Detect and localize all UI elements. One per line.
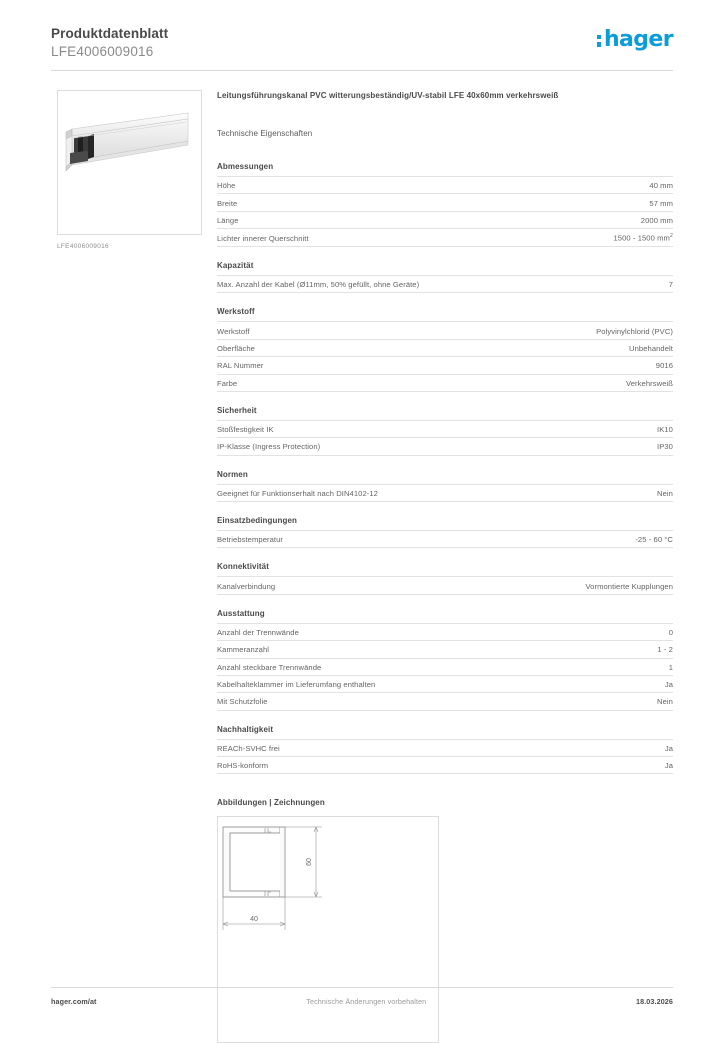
technical-drawing-cross-section (218, 817, 438, 1042)
spec-row (217, 756, 673, 774)
spec-label: Anzahl der Trennwände (217, 627, 299, 637)
spec-label: Farbe (217, 378, 238, 388)
spec-value: Unbehandelt (629, 343, 673, 353)
spec-row (217, 321, 673, 338)
product-figure (57, 90, 202, 250)
spec-label: Lichter innerer Querschnitt (217, 233, 309, 243)
spec-group-title: Abmessungen (217, 162, 274, 171)
spec-row (217, 623, 673, 640)
product-image-frame (57, 90, 202, 235)
product-image-caption: LFE4006009016 (57, 243, 109, 250)
spec-value: 1 - 2 (657, 645, 673, 655)
spec-row (217, 484, 673, 502)
page-footer (51, 997, 673, 1006)
spec-row (217, 193, 673, 210)
spec-value: 0 (668, 627, 673, 637)
spec-label: Anzahl steckbare Trennwände (217, 662, 322, 672)
spec-group (217, 609, 673, 711)
header-titles (51, 26, 168, 60)
spec-row (217, 658, 673, 675)
logo-wordmark: hager (603, 27, 673, 52)
spec-label: Stoßfestigkeit IK (217, 425, 274, 435)
spec-row (217, 692, 673, 710)
spec-label: Betriebstemperatur (217, 535, 284, 545)
spec-group-title: Normen (217, 469, 248, 479)
hager-logo (597, 29, 673, 51)
spec-row (217, 420, 673, 437)
spec-row (217, 275, 673, 293)
article-number: LFE4006009016 (51, 44, 154, 59)
spec-value: IP30 (657, 442, 673, 452)
spec-label: Kabelhalteklammer im Lieferumfang enthalten (217, 680, 376, 690)
spec-group-title: Konnektivität (217, 562, 269, 572)
spec-value: 7 (668, 280, 673, 290)
footer-date: 18.03.2026 (636, 997, 673, 1006)
spec-label: Oberfläche (217, 343, 255, 353)
spec-value-superscript: 2 (669, 233, 673, 240)
spec-group-title: Einsatzbedingungen (217, 516, 298, 526)
spec-row (217, 576, 673, 594)
logo-colon-icon (597, 33, 602, 48)
spec-group-title: Ausstattung (217, 608, 265, 618)
spec-label: Max. Anzahl der Kabel (Ø11mm, 50% gefüllt, ohne Geräte) (217, 280, 420, 290)
spec-value: Nein (657, 697, 673, 707)
spec-value: 40 mm (649, 181, 673, 191)
spec-label: REACh-SVHC frei (217, 743, 280, 753)
spec-label: RoHS-konform (217, 761, 269, 771)
spec-content (217, 90, 673, 1043)
spec-label: RAL Nummer (217, 361, 264, 371)
spec-row (217, 211, 673, 228)
spec-value: 1 (668, 662, 673, 672)
spec-label: Kammeranzahl (217, 645, 270, 655)
drawing-box (217, 816, 439, 1043)
footer-website[interactable]: hager.com/at (51, 997, 97, 1006)
spec-group (217, 470, 673, 502)
spec-group (217, 406, 673, 456)
spec-value: Ja (664, 761, 673, 771)
spec-label: Kanalverbindung (217, 581, 276, 591)
spec-group (217, 725, 673, 775)
spec-group (217, 261, 673, 293)
drawings-section (217, 798, 673, 1043)
drawing-dimension-width-label: 40 (250, 916, 258, 924)
spec-row (217, 640, 673, 657)
spec-row (217, 228, 673, 247)
drawing-dimension-height-label: 60 (306, 858, 313, 867)
drawings-title: Abbildungen | Zeichnungen (217, 798, 325, 808)
spec-label: Höhe (217, 181, 236, 191)
spec-value: Ja (664, 680, 673, 690)
spec-value: 9016 (655, 361, 673, 371)
spec-value: Ja (664, 743, 673, 753)
spec-label: IP-Klasse (Ingress Protection) (217, 442, 321, 452)
footer-disclaimer: Technische Änderungen vorbehalten (306, 997, 427, 1006)
technical-properties-heading: Technische Eigenschaften (217, 129, 313, 138)
page-header (51, 26, 673, 70)
spec-label: Breite (217, 198, 238, 208)
spec-value: 2000 mm (640, 215, 673, 225)
spec-group (217, 516, 673, 548)
spec-group (217, 562, 673, 594)
spec-label: Mit Schutzfolie (217, 697, 268, 707)
spec-group-title: Werkstoff (217, 307, 255, 317)
spec-value: Nein (657, 488, 673, 498)
spec-row (217, 176, 673, 193)
spec-row (217, 530, 673, 548)
spec-value: Vormontierte Kupplungen (585, 581, 673, 591)
product-photo-cable-trunking-icon (58, 91, 201, 234)
spec-groups (217, 162, 673, 774)
spec-value: -25 - 60 °C (635, 535, 673, 545)
spec-value: Polyvinylchlorid (PVC) (596, 326, 673, 336)
spec-group (217, 307, 673, 392)
header-divider (51, 70, 673, 71)
spec-label: Geeignet für Funktionserhalt nach DIN4102-12 (217, 488, 378, 498)
document-title: Produktdatenblatt (51, 26, 169, 41)
spec-value: IK10 (657, 425, 673, 435)
spec-group-title: Sicherheit (217, 405, 257, 415)
spec-label: Länge (217, 215, 239, 225)
spec-row (217, 339, 673, 356)
spec-value: Verkehrsweiß (626, 378, 673, 388)
spec-group-title: Kapazität (217, 261, 254, 271)
spec-row (217, 675, 673, 692)
spec-row (217, 437, 673, 455)
spec-row (217, 739, 673, 756)
product-name: Leitungsführungskanal PVC witterungsbeständig/UV-stabil LFE 40x60mm verkehrsweiß (217, 91, 559, 100)
spec-row (217, 356, 673, 373)
spec-value (614, 233, 674, 243)
spec-group (217, 162, 673, 247)
spec-value-text: 1500 - 1500 mm (613, 233, 670, 243)
spec-group-title: Nachhaltigkeit (217, 724, 274, 734)
spec-row (217, 374, 673, 392)
spec-value: 57 mm (649, 198, 673, 208)
spec-label: Werkstoff (217, 326, 250, 336)
footer-divider (51, 987, 673, 988)
